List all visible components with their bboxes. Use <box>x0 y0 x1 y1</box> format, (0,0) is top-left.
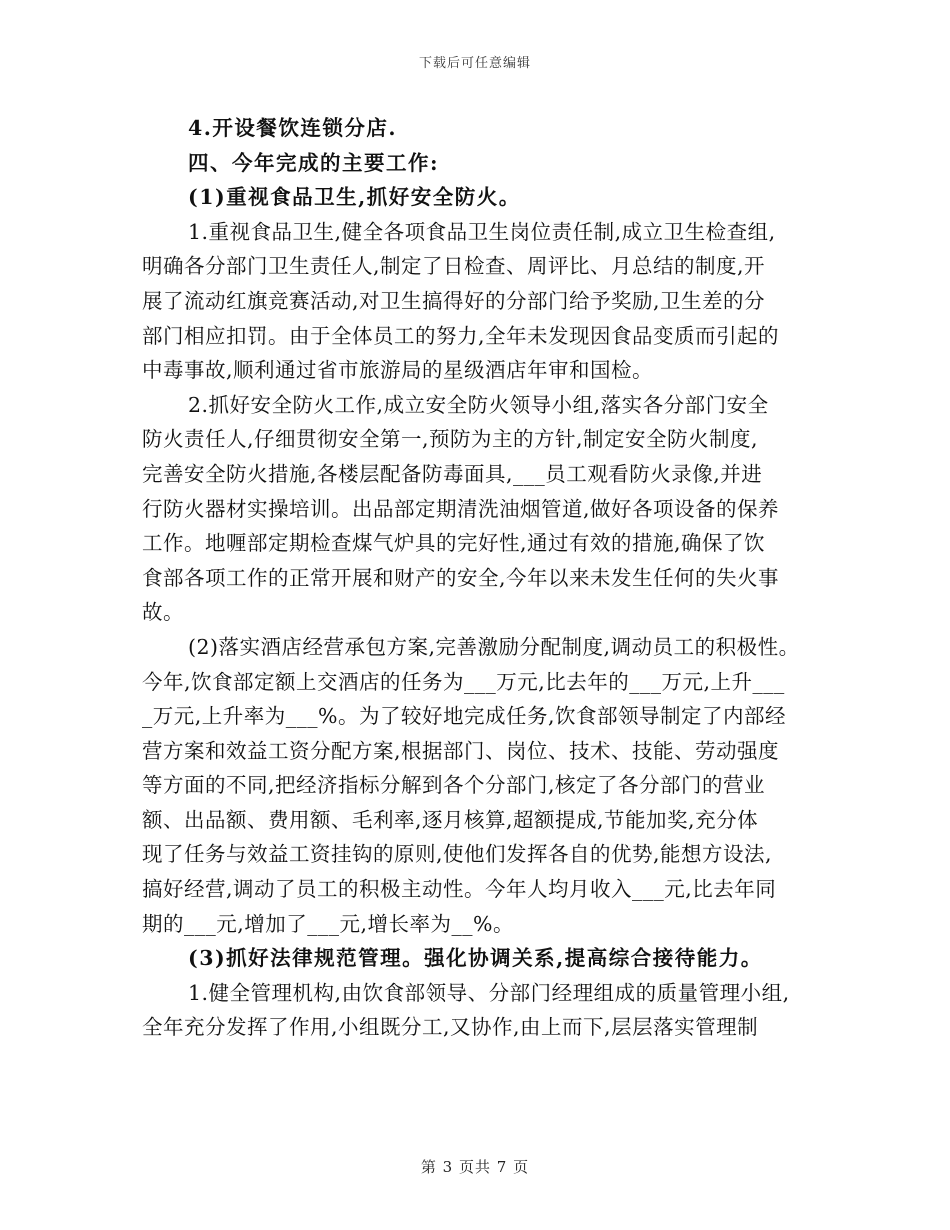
paragraph-line: 搞好经营,调动了员工的积极主动性。今年人均月收入___元,比去年同 <box>142 877 777 902</box>
paragraph-line: _万元,上升率为___%。为了较好地完成任务,饮食部领导制定了内部经 <box>142 704 787 729</box>
page-header: 下载后可任意编辑 <box>418 56 531 71</box>
paragraph-line: 全年充分发挥了作用,小组既分工,又协作,由上而下,层层落实管理制 <box>142 1015 759 1040</box>
section-heading-line: 4.开设餐饮连锁分店. <box>188 116 398 140</box>
paragraph-line: 明确各分部门卫生责任人,制定了日检查、周评比、月总结的制度,开 <box>142 254 766 279</box>
paragraph-line: 额、出品额、费用额、毛利率,逐月核算,超额提成,节能加奖,充分体 <box>142 807 759 832</box>
paragraph-line: 食部各项工作的正常开展和财产的安全,今年以来未发生任何的失火事 <box>142 565 780 590</box>
page-footer: 第 3 页共 7 页 <box>420 1158 530 1176</box>
document-body <box>142 111 814 1045</box>
paragraph-line: 行防火器材实操培训。出品部定期清洗油烟管道,做好各项设备的保养 <box>142 496 780 521</box>
paragraph-line: 完善安全防火措施,各楼层配备防毒面具,___员工观看防火录像,并进 <box>142 461 763 486</box>
paragraph-line: 2.抓好安全防火工作,成立安全防火领导小组,落实各分部门安全 <box>188 392 769 417</box>
paragraph-line: 中毒事故,顺利通过省市旅游局的星级酒店年审和国检。 <box>142 358 654 383</box>
paragraph-line: 营方案和效益工资分配方案,根据部门、岗位、技术、技能、劳动强度 <box>142 738 780 763</box>
paragraph-line: 期的___元,增加了___元,增长率为__%。 <box>142 911 515 936</box>
paragraph-line: (2)落实酒店经营承包方案,完善激励分配制度,调动员工的积极性。 <box>188 634 800 659</box>
paragraph-line: 1.重视食品卫生,健全各项食品卫生岗位责任制,成立卫生检查组, <box>188 219 776 244</box>
paragraph-line: 1.健全管理机构,由饮食部领导、分部门经理组成的质量管理小组, <box>188 980 790 1005</box>
paragraph-line: 现了任务与效益工资挂钩的原则,使他们发挥各自的优势,能想方设法, <box>142 842 773 867</box>
section-heading-line: 四、今年完成的主要工作: <box>188 150 440 175</box>
paragraph-line: 防火责任人,仔细贯彻安全第一,预防为主的方针,制定安全防火制度, <box>142 427 759 452</box>
paragraph-line: 部门相应扣罚。由于全体员工的努力,全年未发现因食品变质而引起的 <box>142 323 780 348</box>
section-heading-line: (1)重视食品卫生,抓好安全防火。 <box>188 185 521 210</box>
section-heading-line: (3)抓好法律规范管理。强化协调关系,提高综合接待能力。 <box>188 946 763 971</box>
paragraph-line: 等方面的不同,把经济指标分解到各个分部门,核定了各分部门的营业 <box>142 773 766 798</box>
paragraph-line: 今年,饮食部定额上交酒店的任务为___万元,比去年的___万元,上升___ <box>142 669 785 694</box>
paragraph-line: 展了流动红旗竞赛活动,对卫生搞得好的分部门给予奖励,卫生差的分 <box>142 288 766 313</box>
paragraph-line: 故。 <box>142 600 184 625</box>
paragraph-line: 工作。地喱部定期检查煤气炉具的完好性,通过有效的措施,确保了饮 <box>142 531 766 556</box>
